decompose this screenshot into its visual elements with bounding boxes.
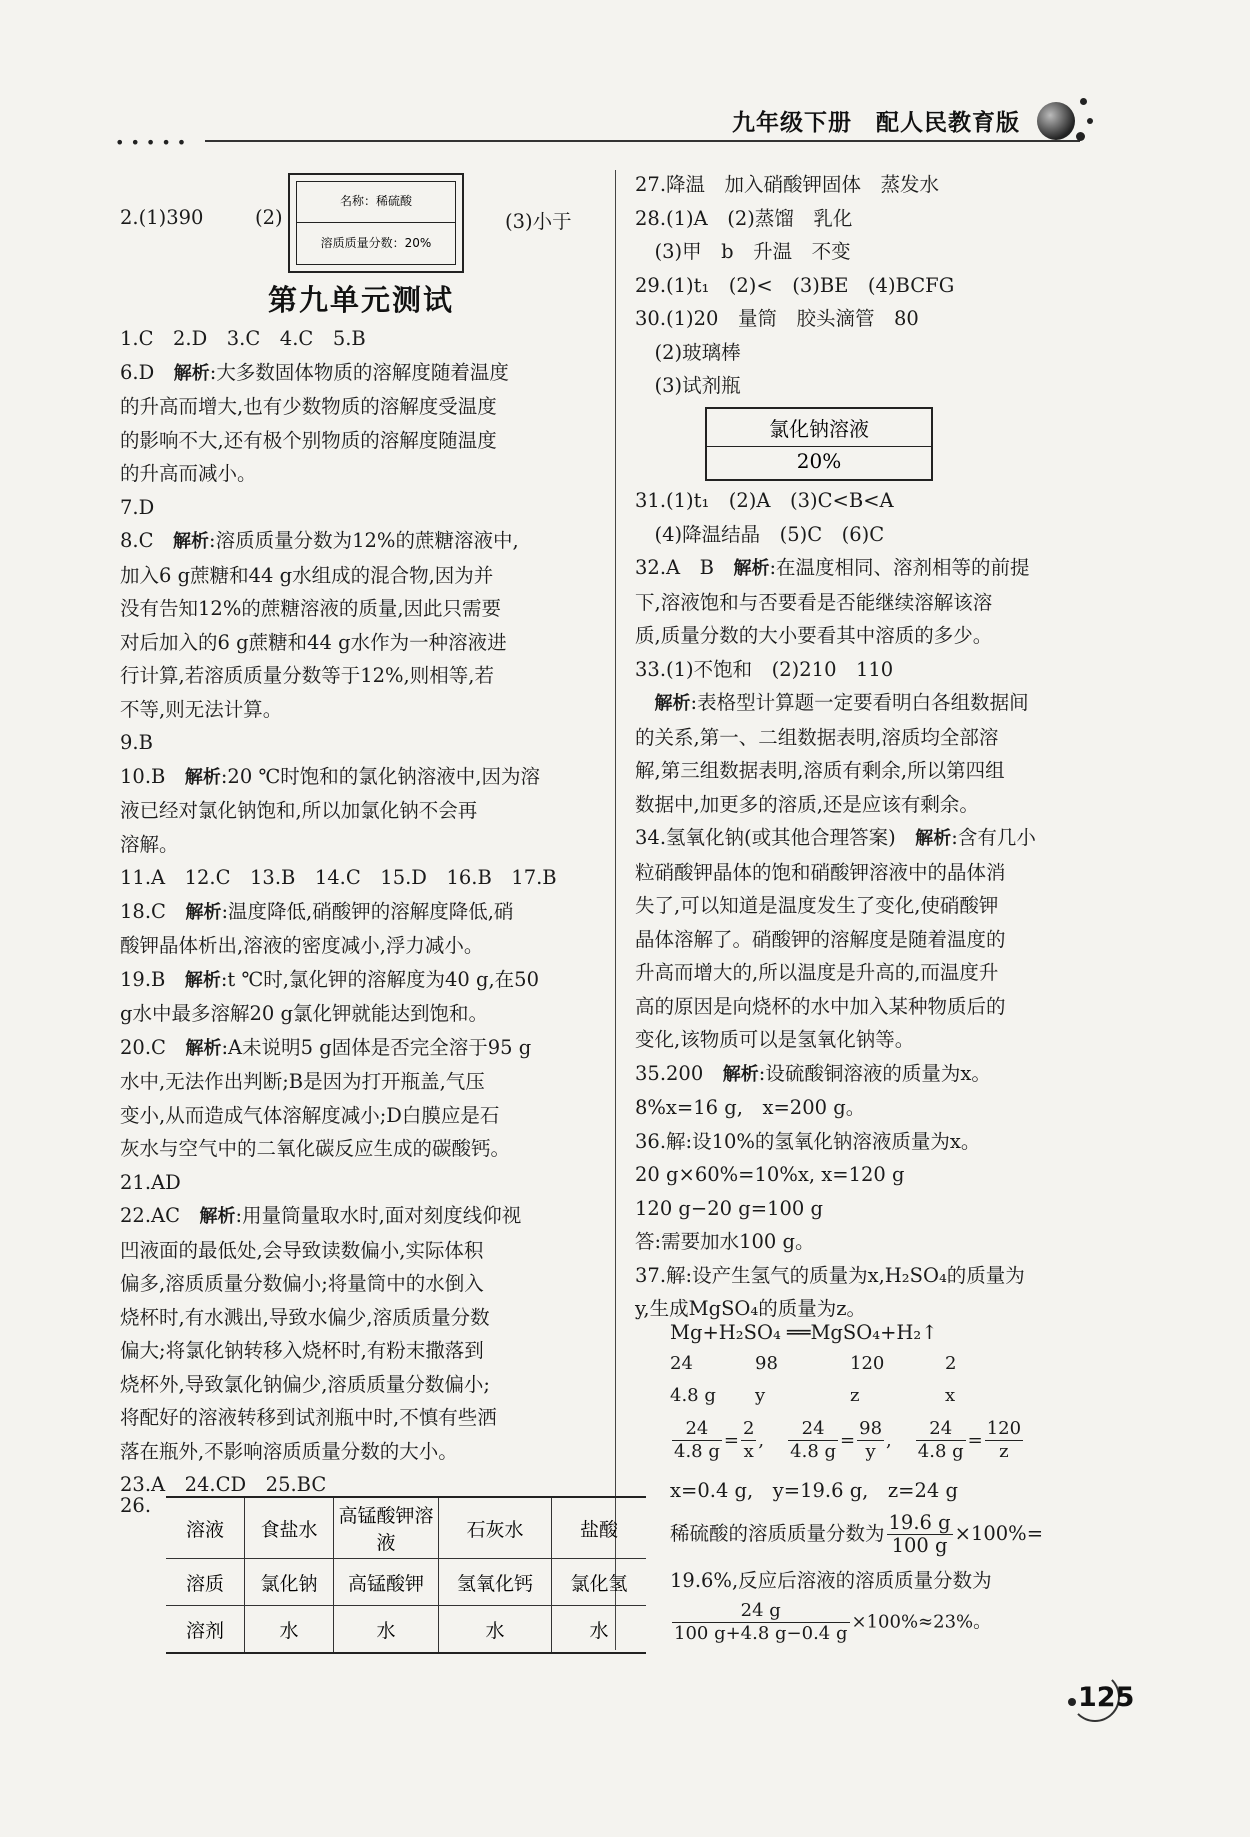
equation-term: 120 (850, 1353, 885, 1374)
answer-line: 30.(1)20 量筒 胶头滴管 80 (635, 307, 919, 330)
bottle-name: 氯化钠溶液 (769, 417, 869, 441)
answer-line: 10.B 解析:20 ℃时饱和的氯化钠溶液中,因为溶 (120, 764, 540, 788)
equation-term: x (945, 1385, 956, 1406)
answer-line: 37.解:设产生氢气的质量为x,H₂SO₄的质量为 (635, 1263, 1025, 1287)
table-cell: 盐酸 (552, 1497, 647, 1559)
equation-term: z (850, 1385, 860, 1406)
right-column-top (635, 168, 1115, 403)
answer-line: 的升高而减小。 (120, 462, 257, 485)
q2-part2: (2) (255, 206, 283, 229)
answer-line: 变小,从而造成气体溶解度减小;D白膜应是石 (120, 1103, 500, 1127)
table-cell: 水 (552, 1606, 647, 1654)
answer-line: 20 g×60%=10%x, x=120 g (635, 1163, 905, 1186)
right-column-bottom (635, 484, 1115, 1326)
page-number-dot-icon (1068, 1698, 1076, 1706)
answer-line: 失了,可以知道是温度发生了变化,使硝酸钾 (635, 894, 999, 917)
header-dot-icon (1076, 132, 1085, 141)
answer-line: 答:需要加水100 g。 (635, 1230, 815, 1253)
answer-line: 水中,无法作出判断;B是因为打开瓶盖,气压 (120, 1070, 485, 1093)
table-cell: 水 (245, 1606, 334, 1654)
answer-line: 将配好的溶液转移到试剂瓶中时,不慎有些洒 (120, 1406, 497, 1429)
table-cell: 石灰水 (439, 1497, 552, 1559)
answer-line: 不等,则无法计算。 (120, 697, 283, 721)
answer-line: 8%x=16 g, x=200 g。 (635, 1096, 866, 1119)
answer-line: 35.200 解析:设硫酸铜溶液的质量为x。 (635, 1061, 991, 1085)
answer-line: 解析:表格型计算题一定要看明白各组数据间 (654, 691, 1029, 714)
answer-line: 粒硝酸钾晶体的饱和硝酸钾溶液中的晶体消 (635, 860, 1006, 884)
answer-line: 溶解。 (120, 832, 179, 856)
left-column (120, 322, 600, 1502)
answer-line: 29.(1)t₁ (2)< (3)BE (4)BCFG (635, 273, 955, 297)
q26-number: 26. (120, 1494, 152, 1517)
answer-line: y,生成MgSO₄的质量为z。 (635, 1297, 867, 1320)
q2-part1: 2.(1)390 (120, 206, 204, 229)
header-ball-icon (1037, 102, 1075, 140)
page-header (115, 96, 1115, 152)
answer-line: (2)玻璃棒 (635, 340, 741, 364)
answer-line: 7.D (120, 495, 155, 519)
answer-line: 32.A B 解析:在温度相同、溶剂相等的前提 (635, 556, 1030, 579)
answer-line: 的影响不大,还有极个别物质的溶解度随温度 (120, 428, 497, 452)
answer-line: 对后加入的6 g蔗糖和44 g水作为一种溶液进 (120, 630, 507, 654)
table-cell: 溶液 (166, 1497, 245, 1559)
ratio-row (670, 1418, 1047, 1463)
answer-line: 变化,该物质可以是氢氧化钠等。 (635, 1028, 915, 1051)
answer-line: 数据中,加更多的溶质,还是应该有剩余。 (635, 792, 979, 816)
answer-line: 晶体溶解了。硝酸钾的溶解度是随着温度的 (635, 927, 1006, 951)
answer-line: 行计算,若溶质质量分数等于12%,则相等,若 (120, 664, 494, 687)
answer-line: 解,第三组数据表明,溶质有剩余,所以第四组 (635, 759, 1005, 782)
answer-line: 酸钾晶体析出,溶液的密度减小,浮力减小。 (120, 934, 484, 957)
header-title: 九年级下册 配人民教育版 (732, 110, 1020, 136)
answer-line: (3)试剂瓶 (635, 374, 741, 397)
answer-line: 1.C 2.D 3.C 4.C 5.B (120, 327, 366, 350)
table-row (166, 1497, 646, 1559)
answer-line: 6.D 解析:大多数固体物质的溶解度随着温度 (120, 360, 509, 384)
answer-line: (3)甲 b 升温 不变 (635, 240, 851, 263)
answer-line: 烧杯外,导致氯化钠偏少,溶质质量分数偏小; (120, 1372, 490, 1396)
table-cell: 氯化氢 (552, 1559, 647, 1606)
chemical-equation: Mg+H₂SO₄ ══MgSO₄+H₂↑ (670, 1321, 938, 1344)
answer-line: 18.C 解析:温度降低,硝酸钾的溶解度降低,硝 (120, 899, 514, 923)
answer-line: 升高而增大的,所以温度是升高的,而温度升 (635, 961, 999, 984)
answer-line: 的升高而增大,也有少数物质的溶解度受温度 (120, 395, 497, 418)
equation-term: y (755, 1385, 766, 1406)
answer-line: (4)降温结晶 (5)C (6)C (635, 522, 885, 546)
equation-term: 98 (755, 1353, 778, 1374)
solution-table (166, 1496, 646, 1654)
equation-term: 2 (945, 1353, 957, 1374)
table-cell: 溶质 (166, 1559, 245, 1606)
answer-line: 22.AC 解析:用量筒量取水时,面对刻度线仰视 (120, 1204, 522, 1227)
pct-line-2: 19.6%,反应后溶液的溶质质量分数为 (670, 1569, 992, 1592)
answer-line: 11.A 12.C 13.B 14.C 15.D 16.B 17.B (120, 866, 557, 889)
answer-line: 下,溶液饱和与否要看是否能继续溶解该溶 (635, 590, 993, 614)
answer-line: 偏多,溶质质量分数偏小;将量筒中的水倒入 (120, 1272, 484, 1295)
table-row (166, 1606, 646, 1654)
column-divider (615, 170, 616, 1650)
answer-line: 120 g−20 g=100 g (635, 1196, 823, 1220)
answer-line: 灰水与空气中的二氧化碳反应生成的碳酸钙。 (120, 1137, 511, 1160)
answer-line: 烧杯时,有水溅出,导致水偏少,溶质质量分数 (120, 1305, 490, 1329)
answer-line: 质,质量分数的大小要看其中溶质的多少。 (635, 624, 993, 647)
table-cell: 水 (439, 1606, 552, 1654)
ratio-equation: $\frac{24}{4.8 g}$ = $\frac{98}{y}$ , (790, 1418, 892, 1462)
equation-term: 4.8 g (670, 1385, 716, 1406)
table-cell: 氯化钠 (245, 1559, 334, 1606)
answer-line: 34.氢氧化钠(或其他合理答案) 解析:含有几小 (635, 826, 1036, 849)
ratio-equation: $\frac{24}{4.8 g}$ = $\frac{2}{x}$ , (674, 1418, 765, 1462)
table-cell: 氢氧化钙 (439, 1559, 552, 1606)
table-cell: 食盐水 (245, 1497, 334, 1559)
pct-line: 稀硫酸的溶质质量分数为 $\frac{19.6 g}{100 g}$ ×100%= (670, 1511, 1044, 1557)
table-cell: 高锰酸钾 (334, 1559, 439, 1606)
table-row (166, 1559, 646, 1606)
final-line: $\frac{24 g}{100 g+4.8 g-0.4 g}$ ×100%≈23%。 (674, 1600, 992, 1644)
answer-line: 偏大;将氯化钠转移入烧杯时,有粉末撒落到 (120, 1339, 484, 1362)
answer-line: 8.C 解析:溶质质量分数为12%的蔗糖溶液中, (120, 529, 519, 552)
answer-line: 27.降温 加入硝酸钾固体 蒸发水 (635, 173, 940, 196)
answer-line: 加入6 g蔗糖和44 g水组成的混合物,因为并 (120, 563, 494, 587)
equation-term: 24 (670, 1353, 693, 1374)
reagent-label (288, 173, 464, 273)
label-fraction: 溶质质量分数：20% (320, 236, 432, 250)
answer-line: 凹液面的最低处,会导致读数偏小,实际体积 (120, 1238, 484, 1262)
header-rule (205, 140, 1080, 142)
answer-line: 9.B (120, 731, 153, 754)
bottle-fraction: 20% (796, 449, 842, 473)
answer-line: 20.C 解析:A未说明5 g固体是否完全溶于95 g (120, 1035, 532, 1059)
table-cell: 溶剂 (166, 1606, 245, 1654)
bottle-label (705, 407, 933, 481)
header-dot-icon (1080, 98, 1087, 105)
answer-line: 23.A 24.CD 25.BC (120, 1473, 327, 1496)
label-name: 名称：稀硫酸 (339, 194, 412, 208)
answer-line: 21.AD (120, 1170, 181, 1194)
results-line: x=0.4 g, y=19.6 g, z=24 g (670, 1479, 958, 1502)
answer-line: 液已经对氯化钠饱和,所以加氯化钠不会再 (120, 799, 478, 822)
answer-line: 落在瓶外,不影响溶质质量分数的大小。 (120, 1439, 458, 1463)
answer-line: 的关系,第一、二组数据表明,溶质均全部溶 (635, 725, 999, 749)
ratio-equation: $\frac{24}{4.8 g}$ = $\frac{120}{z}$ (917, 1418, 1022, 1462)
answer-line: 28.(1)A (2)蒸馏 乳化 (635, 206, 853, 230)
answer-line: 33.(1)不饱和 (2)210 110 (635, 657, 894, 681)
header-dot-icon (1087, 118, 1093, 124)
answer-line: 36.解:设10%的氢氧化钠溶液质量为x。 (635, 1129, 981, 1153)
answer-line: g水中最多溶解20 g氯化钾就能达到饱和。 (120, 1002, 488, 1025)
answer-line: 31.(1)t₁ (2)A (3)C<B<A (635, 489, 894, 512)
header-dots: ••••• (115, 133, 193, 152)
unit-title: 第九单元测试 (268, 283, 455, 317)
answer-line: 高的原因是向烧杯的水中加入某种物质后的 (635, 994, 1006, 1018)
answer-line: 没有告知12%的蔗糖溶液的质量,因此只需要 (120, 597, 502, 620)
table-cell: 水 (334, 1606, 439, 1654)
table-cell: 高锰酸钾溶液 (334, 1497, 439, 1559)
page-number: 125 (1078, 1682, 1135, 1713)
answer-line: 19.B 解析:t ℃时,氯化钾的溶解度为40 g,在50 (120, 967, 539, 991)
q2-part3: (3)小于 (505, 210, 572, 233)
